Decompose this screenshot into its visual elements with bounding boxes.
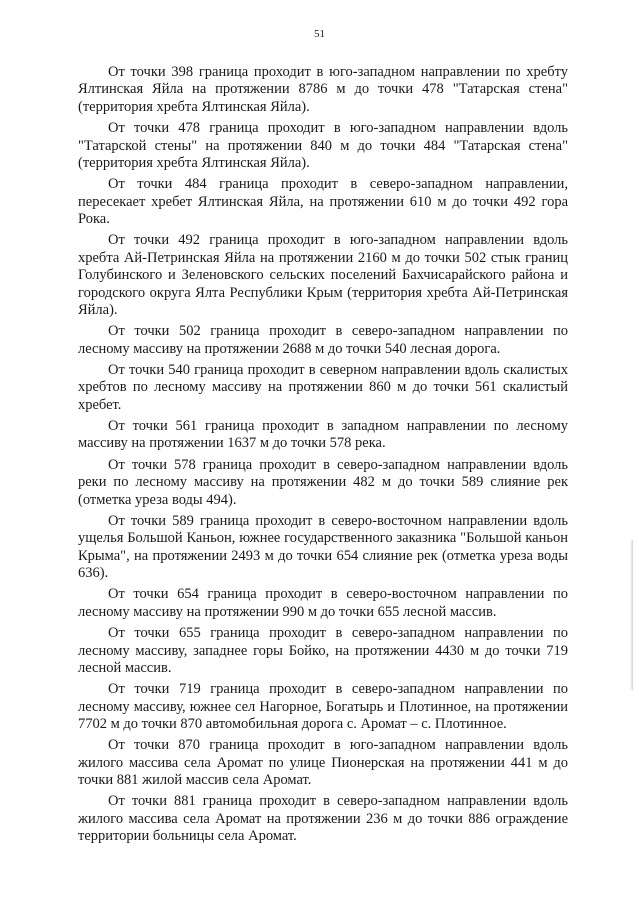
paragraph-point-478: От точки 478 граница проходит в юго-западном направлении вдоль "Татарской стены" на протяжении 840 м до точки 484 "Татарская стена" (территория хребта Ялтинская Яйла).: [78, 120, 568, 171]
paragraph-point-654: От точки 654 граница проходит в северо-восточном направлении по лесному массиву на протяжении 990 м до точки 655 лесной массив.: [78, 586, 568, 620]
paragraph-point-492: От точки 492 граница проходит в юго-западном направлении вдоль хребта Ай-Петринская Яйла на протяжении 2160 м до точки 502 стык границ Голубинского и Зеленовского сельских поселений Бахчисарайского района и городского округа Ялта Республики Крым (территория хребта Ай-Петринская Яйла).: [78, 232, 568, 318]
paragraph-point-881: От точки 881 граница проходит в северо-западном направлении вдоль жилого массива села Аромат на протяжении 236 м до точки 886 ограждение территории больницы села Аромат.: [78, 793, 568, 845]
paragraph-point-578: От точки 578 граница проходит в северо-западном направлении вдоль реки по лесному массиву на протяжении 482 м до точки 589 слияние рек (отметка уреза воды 494).: [78, 456, 568, 508]
paragraph-point-398: От точки 398 граница проходит в юго-западном направлении по хребту Ялтинская Яйла на протяжении 8786 м до точки 478 "Татарская стена" (территория хребта Ялтинская Яйла).: [78, 64, 568, 115]
document-body: [78, 64, 568, 850]
paragraph-point-719: От точки 719 граница проходит в северо-западном направлении по лесному массиву, южнее сел Нагорное, Богатырь и Плотинное, на протяжении 7702 м до точки 870 автомобильная дорога с. Аромат – с. Плотинное.: [78, 681, 568, 733]
paragraph-point-540: От точки 540 граница проходит в северном направлении вдоль скалистых хребтов по лесному массиву на протяжении 860 м до точки 561 скалистый хребет.: [78, 361, 568, 413]
paragraph-point-561: От точки 561 граница проходит в западном направлении по лесному массиву на протяжении 1637 м до точки 578 река.: [78, 418, 568, 452]
paragraph-point-655: От точки 655 граница проходит в северо-западном направлении по лесному массиву, западнее горы Бойко, на протяжении 4430 м до точки 719 лесной массив.: [78, 625, 568, 676]
paragraph-point-484: От точки 484 граница проходит в северо-западном направлении, пересекает хребет Ялтинская Яйла, на протяжении 610 м до точки 492 гора Рока.: [78, 176, 568, 228]
page-number: 51: [314, 28, 325, 40]
paragraph-point-589: От точки 589 граница проходит в северо-восточном направлении вдоль ущелья Большой Каньон, южнее государственного заказника "Большой каньон Крыма", на протяжении 2493 м до точки 654 слияние рек (отметка уреза воды 636).: [78, 512, 568, 582]
scan-edge-shadow: [630, 540, 633, 690]
paragraph-point-870: От точки 870 граница проходит в юго-западном направлении вдоль жилого массива села Аромат по улице Пионерская на протяжении 441 м до точки 881 жилой массив села Аромат.: [78, 737, 568, 789]
paragraph-point-502: От точки 502 граница проходит в северо-западном направлении по лесному массиву на протяжении 2688 м до точки 540 лесная дорога.: [78, 323, 568, 357]
